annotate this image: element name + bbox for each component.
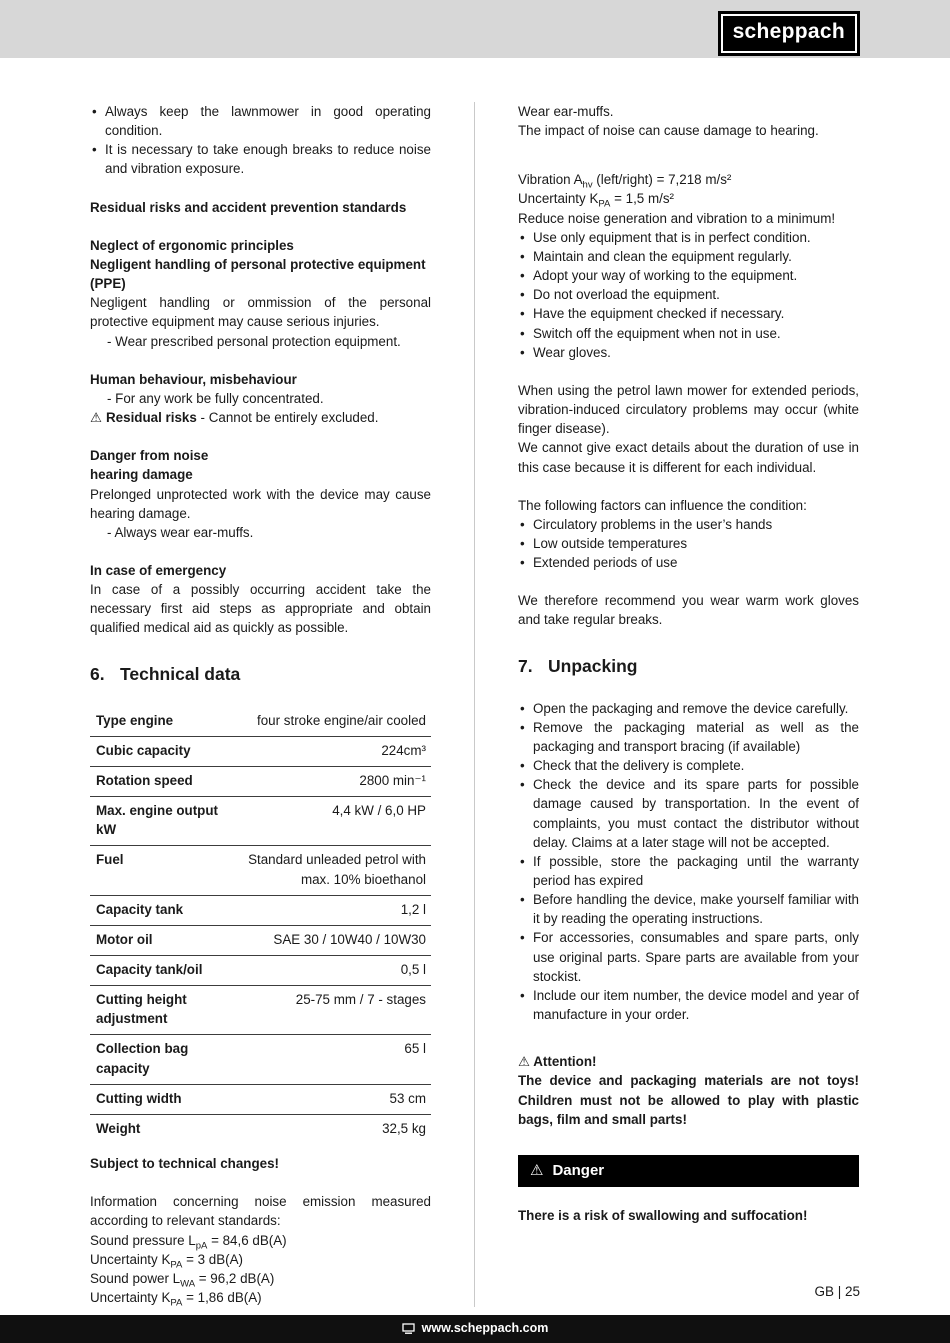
attention-heading: Attention! [533, 1054, 597, 1070]
spec-label: Capacity tank [90, 895, 220, 925]
line-pre: Sound power L [90, 1270, 181, 1286]
spec-label: Cutting width [90, 1084, 220, 1114]
table-row [90, 1114, 431, 1144]
emergency-heading: In case of emergency [90, 562, 227, 578]
list-item: • Low outside temperatures [518, 534, 859, 553]
spec-value: 4,4 kW / 6,0 HP [220, 797, 431, 846]
list-item: • If possible, store the packaging until the warranty period has expired [518, 852, 859, 890]
section-title: Technical data [120, 663, 241, 684]
ear-muffs-section [518, 102, 859, 140]
spec-value: 32,5 kg [382, 1120, 426, 1136]
warning-icon: ⚠ [518, 1054, 531, 1070]
list-item: • Switch off the equipment when not in use. [518, 324, 859, 343]
list-item: • Have the equipment checked if necessary. [518, 304, 859, 323]
list-item: • Use only equipment that is in perfect condition. [518, 228, 859, 247]
spec-value: 2800 min⁻¹ [220, 766, 431, 796]
website-icon [402, 1323, 415, 1335]
human-behaviour-section [90, 370, 431, 427]
spec-label: Type engine [90, 707, 220, 737]
spec-label: Motor oil [90, 925, 220, 955]
sound-pressure-line [90, 1231, 431, 1250]
noise-indent-line: - Always wear ear-muffs. [107, 524, 254, 540]
table-row [90, 736, 431, 766]
noise-emission-section [90, 1192, 431, 1307]
line-pre: Sound pressure L [90, 1232, 196, 1248]
page-number: GB | 25 [814, 1283, 860, 1299]
table-row [90, 797, 431, 846]
spec-value: 65 l [220, 1035, 431, 1084]
line-sub: hv [582, 179, 593, 191]
recommend-paragraph: We therefore recommend you wear warm work gloves and take regular breaks. [518, 593, 859, 628]
intro-bullet-list [90, 102, 431, 179]
line-post: = 84,6 dB(A) [207, 1232, 287, 1248]
left-column [90, 102, 431, 1307]
spec-label: Collection bag capacity [90, 1035, 220, 1084]
table-row [90, 766, 431, 796]
technical-data-table [90, 707, 431, 1145]
spec-label: Weight [96, 1120, 141, 1136]
petrol-paragraph-1: When using the petrol lawn mower for extended periods, vibration-induced circulatory problems may occur (white finger disease). [518, 382, 859, 437]
line-sub: PA [170, 1297, 183, 1309]
emergency-text: In case of a possibly occurring accident take the necessary first aid steps as appropriate and obtain qualified medical aid as quickly as possible. [90, 582, 431, 636]
table-row [90, 956, 431, 986]
attention-heading-line [518, 1052, 859, 1071]
ear-muffs-line1: Wear ear-muffs. [518, 104, 614, 119]
spec-value: 1,2 l [220, 895, 431, 925]
factors-section [518, 496, 859, 573]
list-item: • Maintain and clean the equipment regularly. [518, 247, 859, 266]
line-pre: Uncertainty K [518, 191, 599, 207]
table-row [90, 925, 431, 955]
line-sub: PA [598, 199, 611, 211]
ppe-section [90, 236, 431, 351]
danger-text: There is a risk of swallowing and suffocation! [518, 1208, 808, 1224]
footer-bar [0, 1315, 950, 1343]
spec-label: Cubic capacity [90, 736, 220, 766]
residual-warning-text: - Cannot be entirely excluded. [196, 410, 379, 426]
list-item: • Adopt your way of working to the equipment. [518, 266, 859, 285]
noise-danger-section [90, 446, 431, 542]
spec-label: Rotation speed [90, 766, 220, 796]
technical-data-heading [90, 664, 431, 685]
spec-value: SAE 30 / 10W40 / 10W30 [220, 925, 431, 955]
table-row [90, 1084, 431, 1114]
noise-text: Prelonged unprotected work with the device may cause hearing damage. [90, 486, 431, 521]
list-item: • It is necessary to take enough breaks to reduce noise and vibration exposure. [90, 140, 431, 178]
list-item: • Circulatory problems in the user’s hands [518, 515, 859, 534]
factors-bullet-list [518, 515, 859, 572]
list-item: • Check that the delivery is complete. [518, 756, 859, 775]
line-post: = 96,2 dB(A) [195, 1270, 275, 1286]
neglect-heading: Neglect of ergonomic principles [90, 237, 294, 253]
table-row [90, 707, 431, 737]
reduce-noise-line: Reduce noise generation and vibration to a minimum! [518, 210, 836, 226]
attention-section [518, 1052, 859, 1129]
residual-risks-heading: Residual risks and accident prevention standards [90, 199, 407, 215]
equipment-bullet-list [518, 228, 859, 362]
uncertainty-line-1 [90, 1250, 431, 1269]
table-row [90, 895, 431, 925]
list-item: • Before handling the device, make yourself familiar with it by reading the operating instructions. [518, 890, 859, 928]
sound-power-line [90, 1269, 431, 1288]
list-item: • Open the packaging and remove the device carefully. [518, 699, 859, 718]
noise-heading-line1: Danger from noise [90, 448, 209, 464]
spec-label: Capacity tank/oil [90, 956, 220, 986]
warning-icon: ⚠ [530, 1161, 544, 1179]
spec-value: 0,5 l [220, 956, 431, 986]
spec-value: 53 cm [220, 1084, 431, 1114]
ppe-indent-line: - Wear prescribed personal protection equipment. [107, 333, 401, 349]
table-row [90, 986, 431, 1035]
noise-heading-line2: hearing damage [90, 467, 193, 483]
list-item: • Include our item number, the device model and year of manufacture in your order. [518, 986, 859, 1024]
residual-warning-bold: Residual risks [106, 410, 197, 426]
vibration-section [518, 170, 859, 362]
footer-website: www.scheppach.com [421, 1321, 549, 1336]
table-row [90, 846, 431, 895]
noise-emission-intro: Information concerning noise emission measured according to relevant standards: [90, 1194, 431, 1229]
list-item: • Remove the packaging material as well as the packaging and transport bracing (if available) [518, 718, 859, 756]
line-post: = 3 dB(A) [182, 1251, 244, 1267]
line-sub: WA [180, 1278, 196, 1290]
section-number: 6. [90, 663, 105, 684]
human-indent-line: - For any work be fully concentrated. [107, 390, 324, 406]
line-post: = 1,5 m/s² [610, 191, 674, 207]
section-number: 7. [518, 655, 533, 676]
scheppach-logo-text: scheppach [721, 14, 857, 53]
list-item: • Always keep the lawnmower in good operating condition. [90, 102, 431, 140]
factors-intro: The following factors can influence the condition: [518, 497, 807, 513]
right-column [518, 102, 859, 1307]
line-post: = 1,86 dB(A) [182, 1290, 262, 1306]
circulatory-section [518, 381, 859, 477]
residual-warning-line [90, 408, 431, 427]
list-item: • Check the device and its spare parts for possible damage caused by transportation. In the event of complaints, you must contact the distributor without delay. Claims at a later stage will not be accepted. [518, 775, 859, 852]
unpacking-bullet-list [518, 699, 859, 1025]
line-post: (left/right) = 7,218 m/s² [592, 172, 732, 188]
list-item: • Extended periods of use [518, 553, 859, 572]
danger-label: Danger [552, 1161, 605, 1179]
scheppach-logo [718, 11, 860, 56]
line-pre: Uncertainty K [90, 1251, 171, 1267]
vibration-line [518, 170, 859, 189]
spec-label: Max. engine output kW [90, 797, 220, 846]
spec-label: Fuel [90, 846, 220, 895]
table-row [90, 1035, 431, 1084]
emergency-section [90, 561, 431, 638]
line-sub: PA [170, 1259, 183, 1271]
list-item: • Do not overload the equipment. [518, 285, 859, 304]
list-item: • For accessories, consumables and spare parts, only use original parts. Spare parts are available from your stockist. [518, 928, 859, 985]
petrol-paragraph-2: We cannot give exact details about the duration of use in this case because it is different for each individual. [518, 440, 859, 475]
danger-banner [518, 1155, 859, 1187]
line-pre: Vibration A [518, 172, 583, 188]
column-divider [474, 102, 475, 1307]
vibration-uncertainty-line [518, 189, 859, 211]
section-title: Unpacking [548, 655, 638, 676]
human-behaviour-heading: Human behaviour, misbehaviour [90, 371, 297, 387]
line-sub: pA [195, 1240, 208, 1252]
ppe-text: Negligent handling or ommission of the personal protective equipment may cause serious injuries. [90, 295, 431, 330]
subject-to-changes-note: Subject to technical changes! [90, 1156, 279, 1172]
spec-label: Cutting height adjustment [90, 986, 220, 1035]
spec-value: 25-75 mm / 7 - stages [220, 986, 431, 1035]
spec-value: four stroke engine/air cooled [220, 707, 431, 737]
page-content [0, 58, 950, 1307]
spec-value: 224cm³ [220, 736, 431, 766]
ear-muffs-line2: The impact of noise can cause damage to hearing. [518, 123, 819, 139]
ppe-heading: Negligent handling of personal protective equipment (PPE) [90, 256, 426, 292]
unpacking-heading [518, 656, 859, 677]
uncertainty-line-2 [90, 1288, 431, 1307]
warning-icon: ⚠ [90, 410, 103, 426]
line-pre: Uncertainty K [90, 1290, 171, 1306]
spec-value: Standard unleaded petrol with max. 10% bioethanol [220, 846, 431, 895]
list-item: • Wear gloves. [518, 343, 859, 362]
attention-text: The device and packaging materials are not toys! Children must not be allowed to play with plastic bags, film and small parts! [518, 1073, 859, 1127]
